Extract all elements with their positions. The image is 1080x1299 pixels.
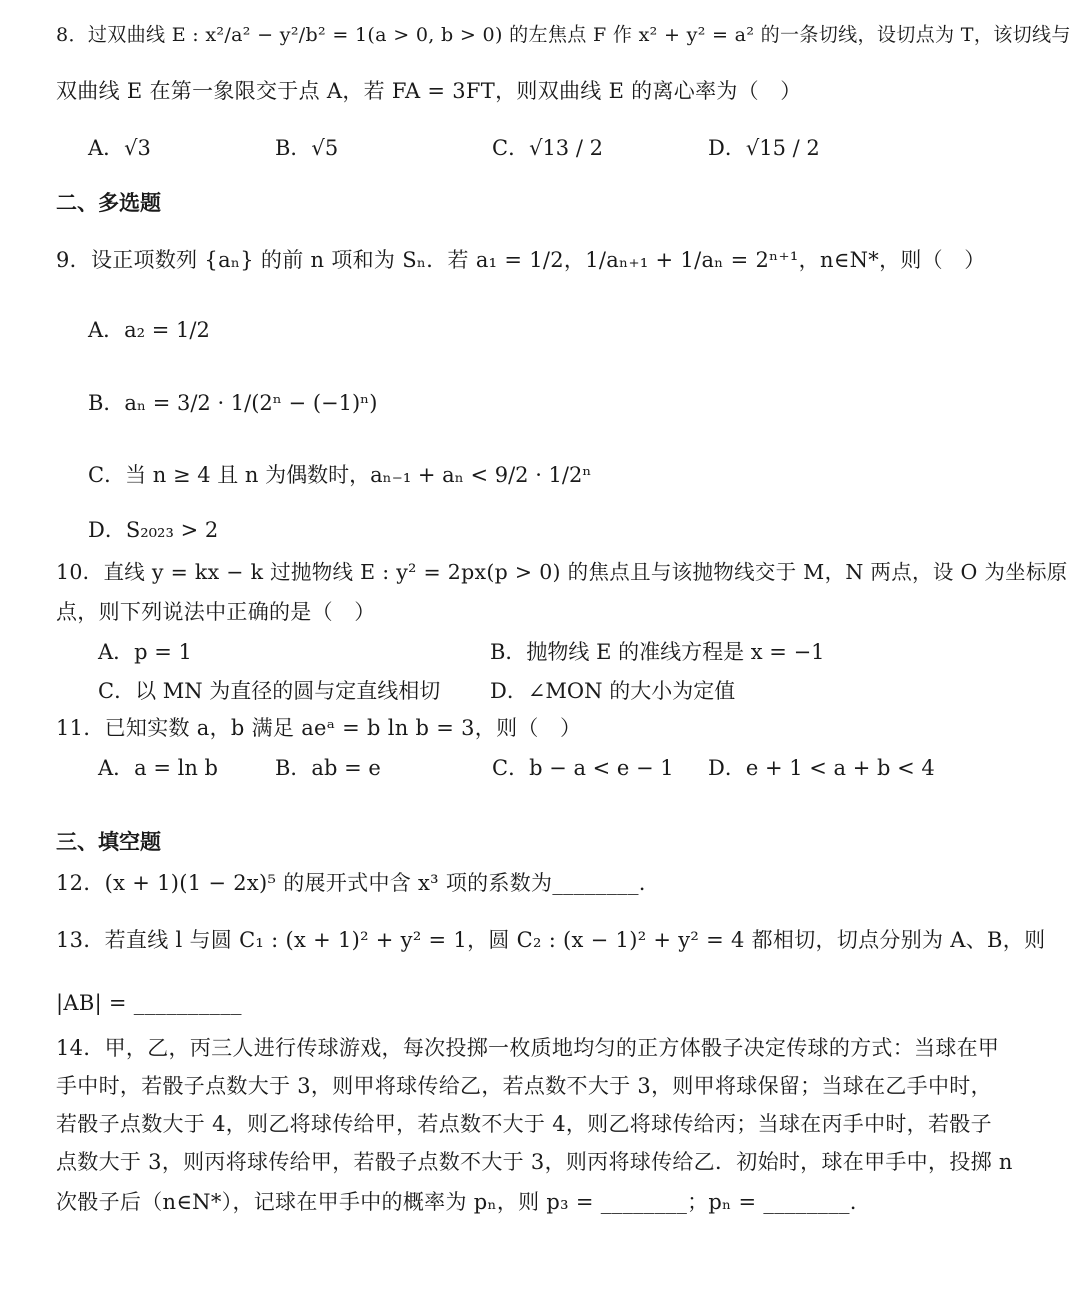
q10-line1: 10．直线 y = kx − k 过抛物线 E : y² = 2px(p > 0) 的焦点且与该抛物线交于 M，N 两点，设 O 为坐标原 (56, 560, 1068, 584)
q9-option-c: C．当 n ≥ 4 且 n 为偶数时，aₙ₋₁ + aₙ < 9/2 · 1/2ⁿ (88, 463, 592, 487)
q10-option-a: A．p = 1 (98, 640, 192, 664)
q11-option-b: B．ab = e (275, 756, 381, 780)
q8-option-c: C．√13 / 2 (492, 136, 603, 160)
q11-option-a: A．a = ln b (98, 756, 218, 780)
q9-option-a: A．a₂ = 1/2 (88, 318, 210, 342)
q8-line2: 双曲线 E 在第一象限交于点 A，若 FA = 3FT，则双曲线 E 的离心率为（ ） (56, 79, 802, 103)
q8-option-d: D．√15 / 2 (708, 136, 820, 160)
q11-option-c: C．b − a < e − 1 (492, 756, 674, 780)
q14-line4: 点数大于 3，则丙将球传给甲，若骰子点数不大于 3，则丙将球传给乙．初始时，球在甲手中，投掷 n (56, 1150, 1013, 1174)
q14-line2: 手中时，若骰子点数大于 3，则甲将球传给乙，若点数不大于 3，则甲将球保留；当球在乙手中时， (56, 1074, 992, 1098)
q9-option-d: D．S₂₀₂₃ > 2 (88, 518, 219, 542)
q10-option-c: C．以 MN 为直径的圆与定直线相切 (98, 679, 441, 703)
q14-line1: 14．甲，乙，丙三人进行传球游戏，每次投掷一枚质地均匀的正方体骰子决定传球的方式：当球在甲 (56, 1036, 1000, 1060)
q9-option-b: B．aₙ = 3/2 · 1/(2ⁿ − (−1)ⁿ) (88, 391, 378, 415)
q8-option-a: A．√3 (88, 136, 151, 160)
section-fill-blank-title: 三、填空题 (56, 829, 161, 854)
q11-line1: 11．已知实数 a，b 满足 aeᵃ = b ln b = 3，则（ ） (56, 716, 582, 740)
q8-option-b: B．√5 (275, 136, 339, 160)
q12-line1: 12．(x + 1)(1 − 2x)⁵ 的展开式中含 x³ 项的系数为________. (56, 871, 646, 895)
q10-option-d: D．∠MON 的大小为定值 (490, 679, 736, 703)
q11-option-d: D．e + 1 < a + b < 4 (708, 756, 935, 780)
q13-line1: 13．若直线 l 与圆 C₁ : (x + 1)² + y² = 1，圆 C₂ : (x − 1)² + y² = 4 都相切，切点分别为 A、B，则 (56, 928, 1046, 952)
q13-line2: |AB| = __________ (56, 991, 242, 1015)
q14-line3: 若骰子点数大于 4，则乙将球传给甲，若点数不大于 4，则乙将球传给丙；当球在丙手中时，若骰子 (56, 1112, 992, 1136)
q8-line1: 8．过双曲线 E : x²/a² − y²/b² = 1(a > 0, b > 0) 的左焦点 F 作 x² + y² = a² 的一条切线，设切点为 T，该切线与 (56, 24, 1071, 46)
q10-option-b: B．抛物线 E 的准线方程是 x = −1 (490, 640, 825, 664)
q14-line5: 次骰子后（n∈N*），记球在甲手中的概率为 pₙ，则 p₃ = ________；pₙ = ________. (56, 1190, 857, 1214)
q9-line1: 9．设正项数列 {aₙ} 的前 n 项和为 Sₙ．若 a₁ = 1/2，1/aₙ₊₁ + 1/aₙ = 2ⁿ⁺¹，n∈N*，则（ ） (56, 248, 986, 272)
section-multi-choice-title: 二、多选题 (56, 190, 161, 215)
q10-line2: 点，则下列说法中正确的是（ ） (56, 600, 376, 624)
